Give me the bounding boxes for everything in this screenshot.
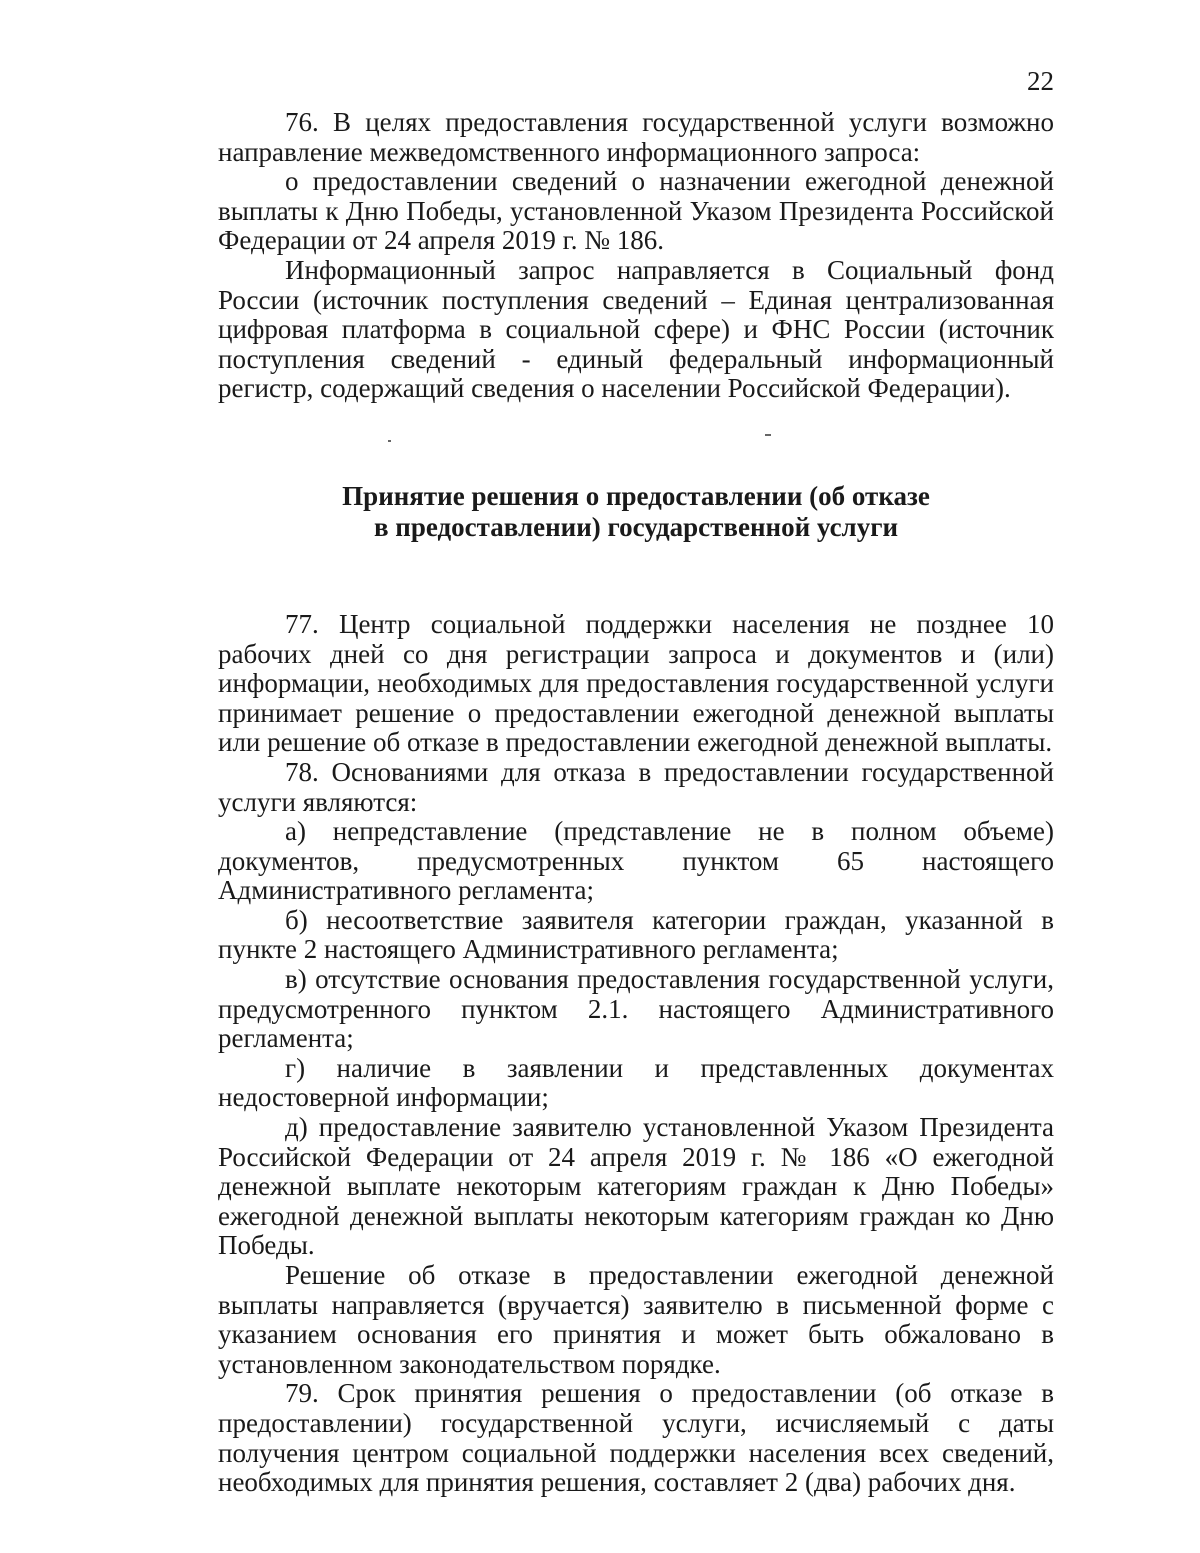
page-number: 22 <box>1027 66 1054 96</box>
paragraph-78-item-v: в) отсутствие основания предоставления государственной услуги, предусмотренного пунктом 2.1. настоящего Административного регламента; <box>218 964 1054 1054</box>
document-body <box>218 108 1054 1498</box>
paragraph-78-item-d: д) предоставление заявителю установленной Указом Президента Российской Федерации от 24 апреля 2019 г. № 186 «О ежегодной денежной выплате некоторым категориям граждан к Дню Победы» ежегодной денежной выплаты некоторым категориям граждан ко Дню Победы. <box>218 1112 1054 1261</box>
scan-speck <box>388 440 391 442</box>
paragraph-refusal-decision: Решение об отказе в предоставлении ежегодной денежной выплаты направляется (вручается) заявителю в письменной форме с указанием основания его принятия и может быть обжаловано в установленном законодательством порядке. <box>218 1260 1054 1379</box>
paragraph-77: 77. Центр социальной поддержки населения не позднее 10 рабочих дней со дня регистрации запроса и документов и (или) информации, необходимых для предоставления государственной услуги принимает решение о предоставлении ежегодной денежной выплаты или решение об отказе в предоставлении ежегодной денежной выплаты. <box>218 608 1054 758</box>
section-heading <box>218 481 1054 543</box>
section-heading-line-2: в предоставлении) государственной услуги <box>373 511 899 542</box>
spacer <box>218 543 1054 610</box>
paragraph-79: 79. Срок принятия решения о предоставлении (об отказе в предоставлении) государственной услуги, исчисляемый с даты получения центром социальной поддержки населения всех сведений, необходимых для принятия решения, составляет 2 (два) рабочих дня. <box>218 1378 1054 1498</box>
paragraph-76-item: о предоставлении сведений о назначении ежегодной денежной выплаты к Дню Победы, установленной Указом Президента Российской Федерации от 24 апреля 2019 г. № 186. <box>218 166 1054 256</box>
section-heading-line-1: Принятие решения о предоставлении (об отказе <box>342 480 930 511</box>
paragraph-78-item-g: г) наличие в заявлении и представленных документах недостоверной информации; <box>218 1052 1054 1113</box>
spacer <box>218 404 1054 481</box>
paragraph-76: 76. В целях предоставления государственной услуги возможно направление межведомственного информационного запроса: <box>218 107 1054 167</box>
paragraph-78: 78. Основаниями для отказа в предоставлении государственной услуги являются: <box>218 756 1054 817</box>
scan-speck <box>765 434 771 436</box>
paragraph-78-item-b: б) несоответствие заявителя категории граждан, указанной в пункте 2 настоящего Административного регламента; <box>218 904 1054 965</box>
paragraph-info-request: Информационный запрос направляется в Социальный фонд России (источник поступления сведений – Единая централизованная цифровая платформа в социальной сфере) и ФНС России (источник поступления сведений - единый федеральный информационный регистр, содержащий сведения о населении Российской Федерации). <box>218 254 1054 404</box>
paragraph-78-item-a: а) непредставление (представление не в полном объеме) документов, предусмотренных пунктом 65 настоящего Административного регламента; <box>218 816 1054 906</box>
